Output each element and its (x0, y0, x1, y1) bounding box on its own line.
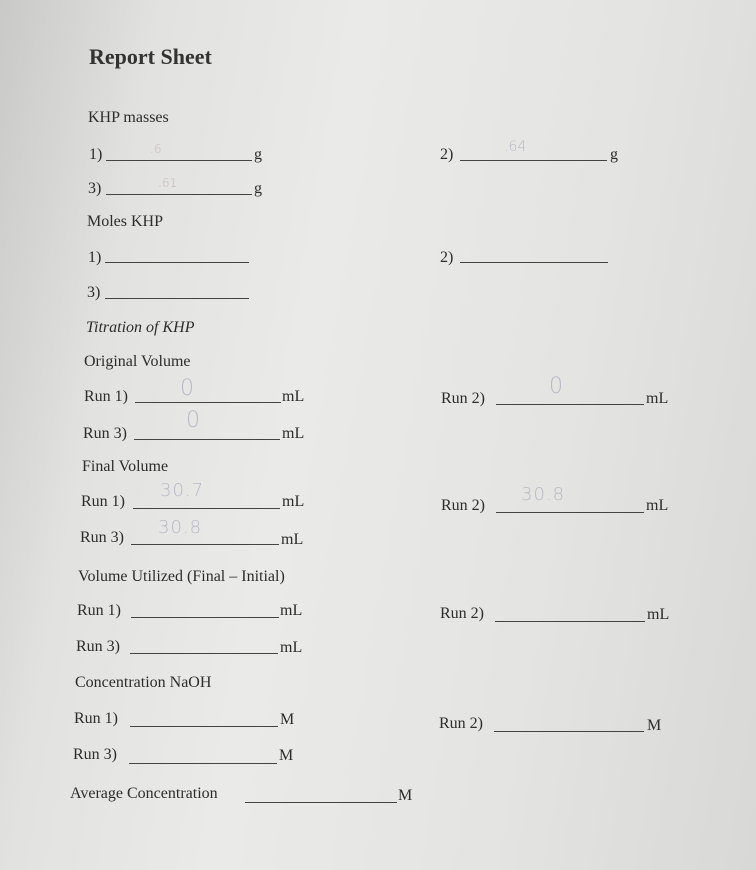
concentration-run3-label: Run 3) (73, 746, 117, 763)
final-run3-field[interactable] (131, 544, 279, 545)
moles-khp-heading: Moles KHP (87, 213, 164, 230)
moles-khp-3-field[interactable] (105, 298, 249, 299)
original-volume-heading: Original Volume (84, 353, 191, 370)
original-run2-unit: mL (646, 390, 669, 407)
final-run1-field[interactable] (133, 508, 280, 509)
khp-mass-1-label: 1) (89, 146, 103, 163)
concentration-run3-field[interactable] (129, 763, 277, 764)
concentration-run3-unit: M (279, 747, 294, 764)
final-run2-label: Run 2) (441, 497, 485, 514)
page-title: Report Sheet (89, 44, 212, 69)
concentration-run1-unit: M (280, 711, 295, 728)
moles-khp-1-field[interactable] (105, 262, 249, 263)
final-run3-label: Run 3) (80, 529, 124, 546)
moles-khp-1-label: 1) (88, 249, 102, 266)
final-run1-unit: mL (282, 493, 305, 510)
khp-mass-3-handwritten: .61 (158, 176, 178, 190)
concentration-run2-field[interactable] (494, 731, 644, 732)
original-run2-label: Run 2) (441, 390, 485, 407)
final-run3-handwritten: 30.8 (158, 517, 203, 538)
concentration-run2-unit: M (647, 717, 662, 734)
khp-mass-3-field[interactable] (106, 194, 252, 195)
average-concentration-label: Average Concentration (70, 785, 218, 802)
khp-masses-heading: KHP masses (88, 109, 169, 126)
utilized-run2-label: Run 2) (440, 605, 484, 622)
original-run3-label: Run 3) (83, 425, 127, 442)
utilized-run3-field[interactable] (130, 653, 278, 654)
utilized-run1-unit: mL (280, 602, 303, 619)
original-run1-label: Run 1) (84, 388, 128, 405)
khp-mass-3-unit: g (254, 180, 262, 197)
final-run2-handwritten: 30.8 (521, 484, 566, 505)
khp-mass-1-handwritten: .6 (150, 142, 162, 156)
original-run3-unit: mL (282, 425, 305, 442)
original-run2-handwritten: 0 (549, 374, 563, 399)
khp-mass-2-unit: g (610, 146, 618, 163)
khp-mass-2-handwritten: .64 (504, 139, 527, 155)
utilized-run1-field[interactable] (131, 617, 279, 618)
moles-khp-2-field[interactable] (460, 262, 608, 263)
khp-mass-1-unit: g (254, 146, 262, 163)
final-run2-field[interactable] (496, 512, 644, 513)
khp-mass-2-label: 2) (440, 146, 454, 163)
original-run1-field[interactable] (135, 402, 281, 403)
utilized-run3-unit: mL (280, 639, 303, 656)
concentration-run1-label: Run 1) (74, 710, 118, 727)
average-concentration-field[interactable] (245, 802, 397, 803)
original-run1-unit: mL (282, 388, 305, 405)
final-run3-unit: mL (281, 531, 304, 548)
moles-khp-3-label: 3) (87, 284, 101, 301)
titration-heading: Titration of KHP (86, 319, 195, 336)
original-run1-handwritten: 0 (180, 376, 194, 401)
khp-mass-3-label: 3) (88, 180, 102, 197)
khp-mass-2-field[interactable] (460, 160, 607, 161)
utilized-run2-unit: mL (647, 606, 670, 623)
utilized-run1-label: Run 1) (77, 602, 121, 619)
original-run2-field[interactable] (496, 404, 644, 405)
final-run1-handwritten: 30.7 (160, 480, 205, 501)
original-run3-handwritten: 0 (186, 408, 200, 433)
final-run1-label: Run 1) (81, 493, 125, 510)
volume-utilized-heading: Volume Utilized (Final – Initial) (78, 568, 285, 585)
utilized-run3-label: Run 3) (76, 638, 120, 655)
final-volume-heading: Final Volume (82, 458, 169, 475)
final-run2-unit: mL (646, 497, 669, 514)
concentration-run1-field[interactable] (130, 726, 278, 727)
concentration-heading: Concentration NaOH (75, 674, 212, 691)
utilized-run2-field[interactable] (495, 621, 645, 622)
concentration-run2-label: Run 2) (439, 715, 483, 732)
khp-mass-1-field[interactable] (106, 160, 252, 161)
original-run3-field[interactable] (134, 439, 280, 440)
average-concentration-unit: M (398, 787, 413, 804)
moles-khp-2-label: 2) (440, 249, 454, 266)
